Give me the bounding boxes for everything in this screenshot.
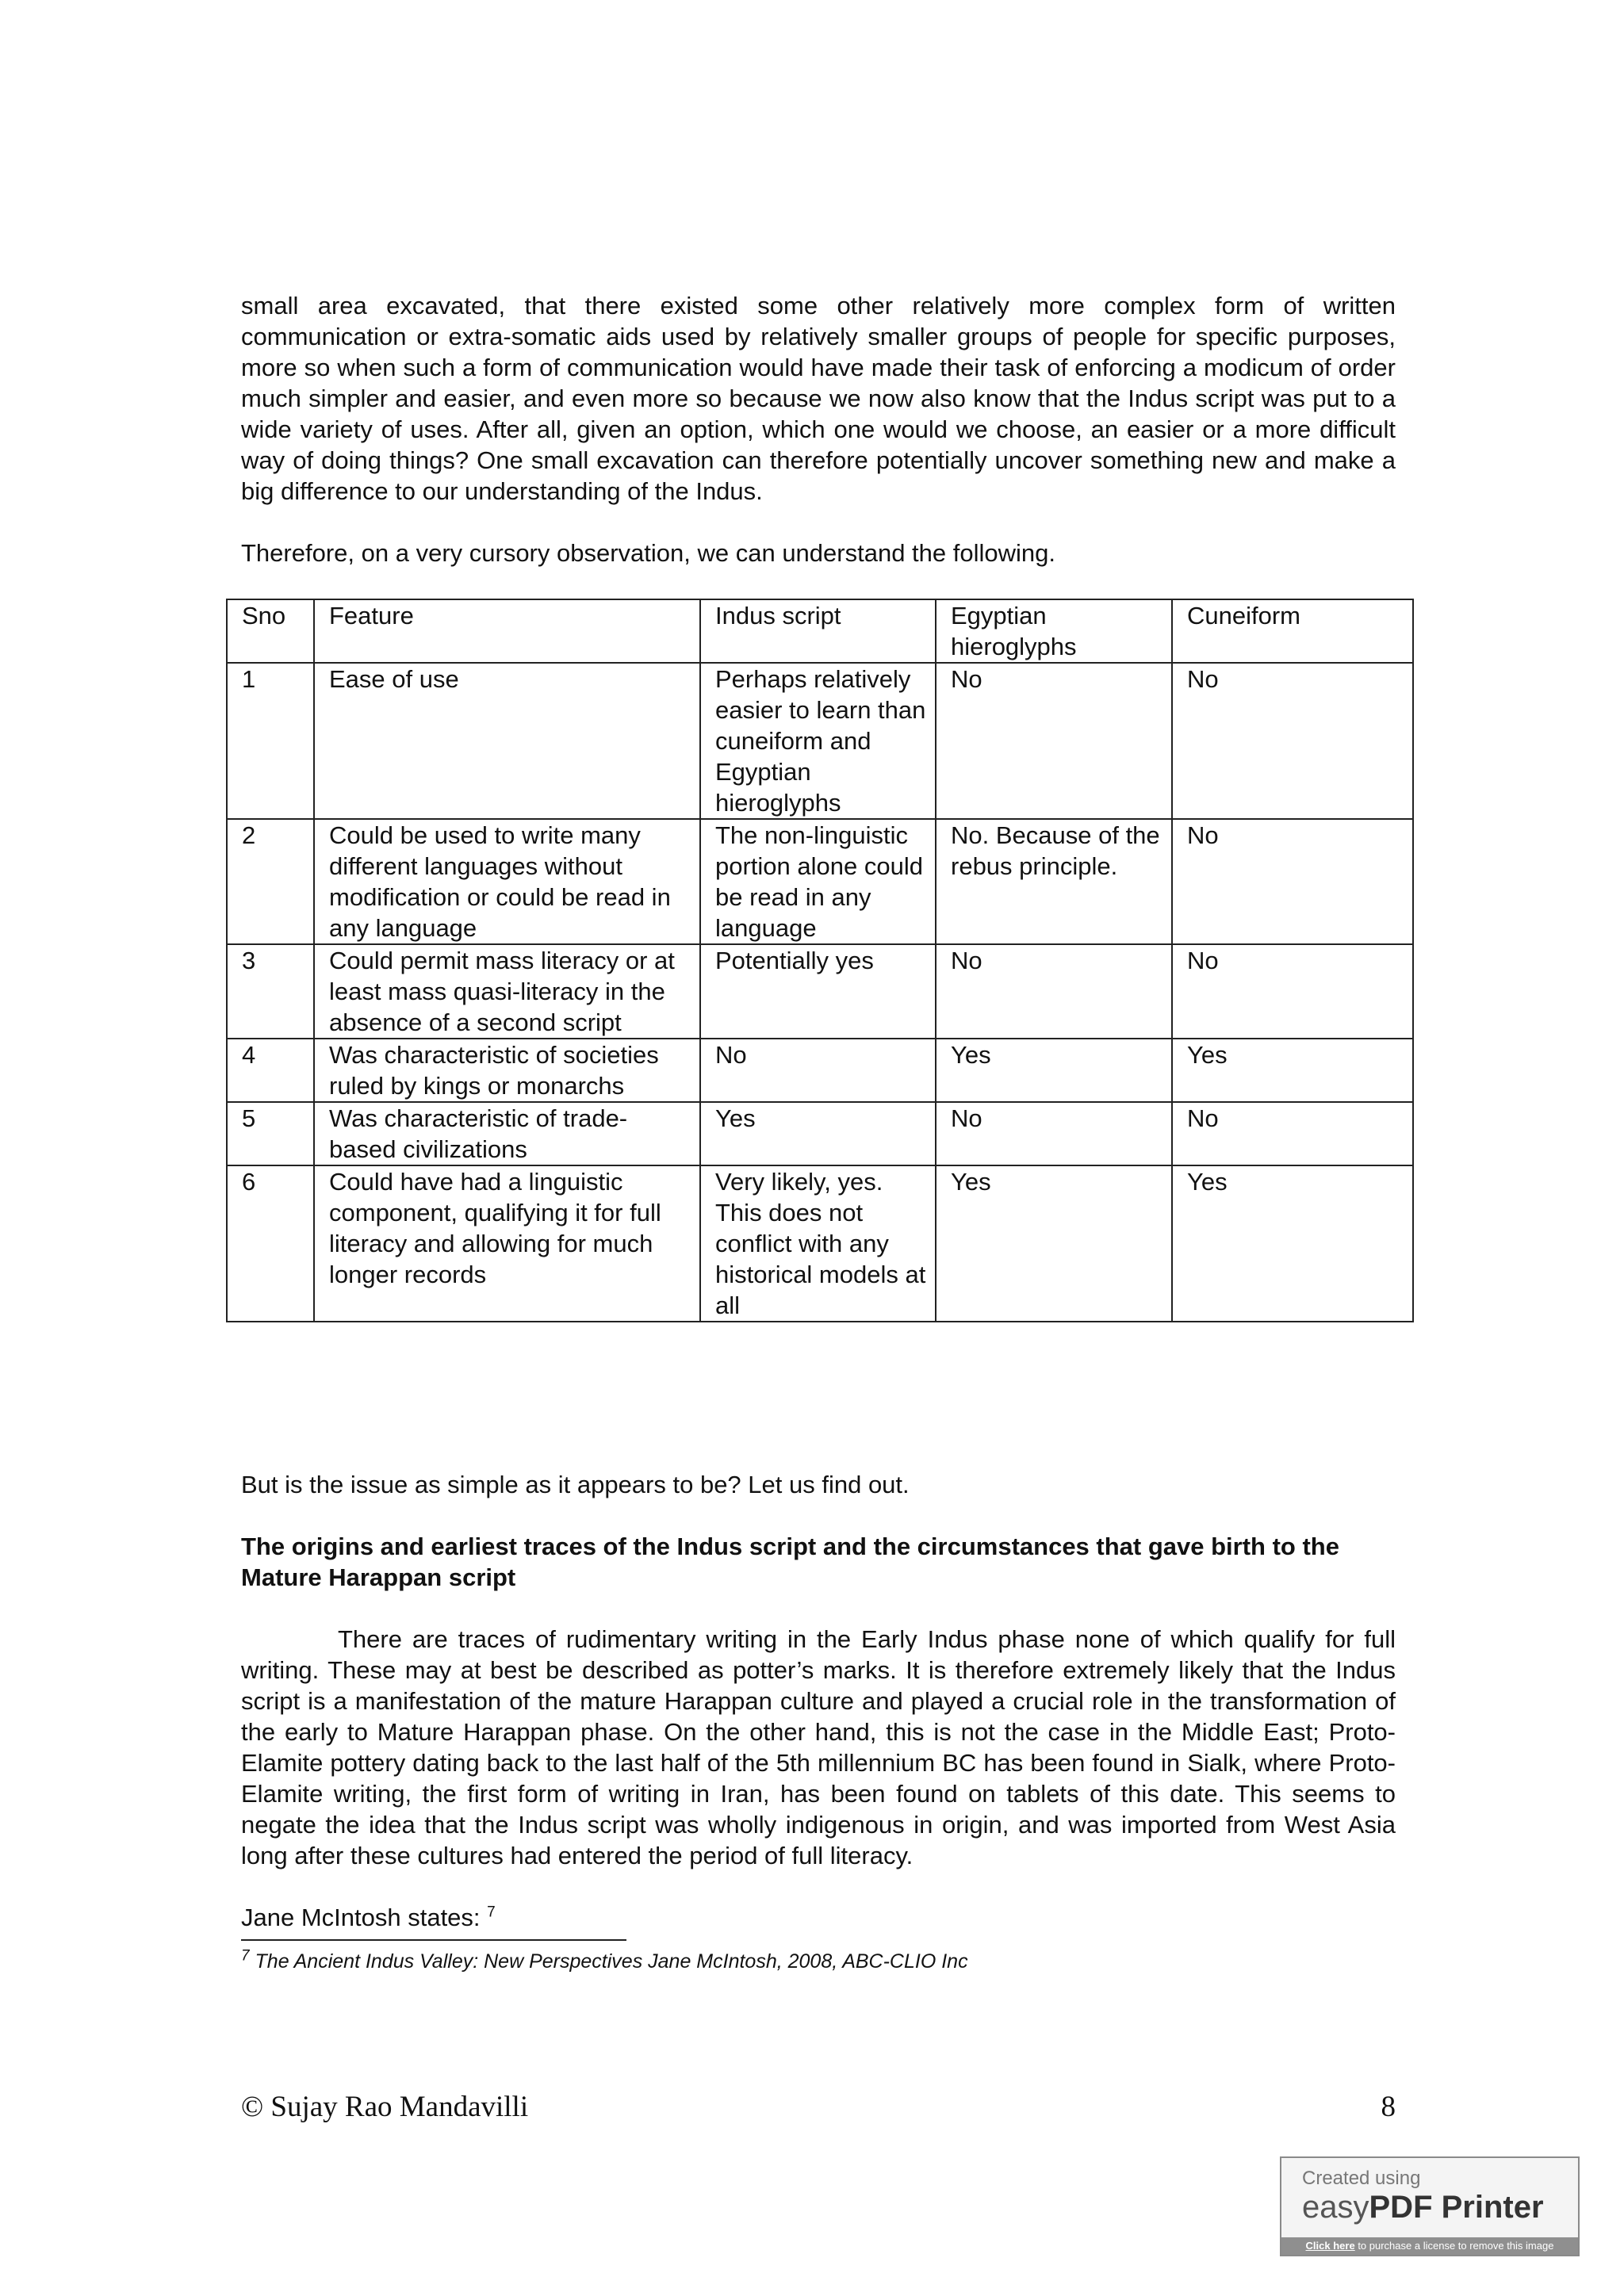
cell-indus: Very likely, yes. This does not conflict with any historical models at all: [700, 1165, 936, 1322]
cell-feature: Was characteristic of trade-based civilizations: [314, 1102, 700, 1165]
intro-paragraph: small area excavated, that there existed some other relatively more complex form of written communication or extra-somatic aids used by relatively smaller groups of people for specific purposes, more so when such a form of communication would have made their task of enforcing a modicum of order much simpler and easier, and even more so because we now also know that the Indus script was put to a wide variety of uses. After all, given an option, which one would we choose, an easier or a more difficult way of doing things? One small excavation can therefore potentially uncover something new and make a big difference to our understanding of the Indus.: [241, 292, 1396, 505]
cell-sno: 1: [227, 663, 314, 819]
cell-cuneiform: Yes: [1172, 1039, 1413, 1102]
cell-egyptian: No: [936, 944, 1172, 1039]
watermark-brand-pdf: PDF Printer: [1369, 2190, 1544, 2225]
cell-egyptian: No: [936, 663, 1172, 819]
copyright: © Sujay Rao Mandavilli: [241, 2091, 529, 2123]
watermark-purchase-text: to purchase a license to remove this image: [1354, 2240, 1554, 2252]
easypdf-watermark[interactable]: [1280, 2156, 1580, 2256]
cell-feature: Could permit mass literacy or at least mass quasi-literacy in the absence of a second script: [314, 944, 700, 1039]
table-row: [227, 944, 1413, 1039]
cell-cuneiform: No: [1172, 663, 1413, 819]
watermark-click-here-link[interactable]: Click here: [1305, 2240, 1355, 2252]
footnote-marker: 7: [241, 1947, 250, 1965]
header-sno: Sno: [227, 599, 314, 663]
table-row: [227, 663, 1413, 819]
watermark-brand-easy: easy: [1302, 2190, 1369, 2225]
body-paragraph: There are traces of rudimentary writing in the Early Indus phase none of which qualify for full writing. These may at best be described as potter’s marks. It is therefore extremely likely that the Indus script is a manifestation of the mature Harappan culture and played a crucial role in the transformation of the early to Mature Harappan phase. On the other hand, this is not the case in the Middle East; Proto-Elamite pottery dating back to the last half of the 5th millennium BC has been found in Sialk, where Proto-Elamite writing, the first form of writing in Iran, has been found on tablets of this date. This seems to negate the idea that the Indus script was wholly indigenous in origin, and was imported from West Asia long after these cultures had entered the period of full literacy.: [241, 1625, 1396, 1869]
cell-egyptian: No: [936, 1102, 1172, 1165]
question-line: But is the issue as simple as it appears to be? Let us find out.: [241, 1471, 910, 1498]
header-egyptian-hieroglyphs: Egyptian hieroglyphs: [936, 599, 1172, 663]
cell-feature: Could be used to write many different languages without modification or could be read in any language: [314, 819, 700, 944]
section-heading: The origins and earliest traces of the Indus script and the circumstances that gave birth to the Mature Harappan script: [241, 1533, 1339, 1591]
cell-indus: Potentially yes: [700, 944, 936, 1039]
watermark-brand-logo: [1302, 2190, 1544, 2225]
cell-feature: Was characteristic of societies ruled by kings or monarchs: [314, 1039, 700, 1102]
header-cuneiform: Cuneiform: [1172, 599, 1413, 663]
after-table-section: [241, 1469, 1396, 1974]
cell-sno: 4: [227, 1039, 314, 1102]
footnote: [241, 1949, 1396, 1974]
quote-intro-line: [241, 1902, 1396, 1933]
page-footer: [241, 2090, 1396, 2125]
cell-feature: Ease of use: [314, 663, 700, 819]
cell-cuneiform: No: [1172, 944, 1413, 1039]
cell-indus: The non-linguistic portion alone could be read in any language: [700, 819, 936, 944]
therefore-line: Therefore, on a very cursory observation, we can understand the following.: [241, 539, 1055, 567]
cell-sno: 6: [227, 1165, 314, 1322]
cell-cuneiform: Yes: [1172, 1165, 1413, 1322]
table-header-row: [227, 599, 1413, 663]
cell-sno: 5: [227, 1102, 314, 1165]
cell-cuneiform: No: [1172, 819, 1413, 944]
table-row: [227, 819, 1413, 944]
cell-egyptian: Yes: [936, 1165, 1172, 1322]
table-row: [227, 1102, 1413, 1165]
cell-sno: 3: [227, 944, 314, 1039]
comparison-table: [226, 599, 1414, 1322]
watermark-created-using: Created using: [1302, 2168, 1421, 2189]
header-feature: Feature: [314, 599, 700, 663]
page-number: 8: [1381, 2091, 1396, 2123]
cell-indus: Perhaps relatively easier to learn than cuneiform and Egyptian hieroglyphs: [700, 663, 936, 819]
cell-egyptian: No. Because of the rebus principle.: [936, 819, 1172, 944]
watermark-purchase-bar[interactable]: [1281, 2237, 1578, 2255]
quote-intro: Jane McIntosh states:: [241, 1904, 481, 1931]
cell-cuneiform: No: [1172, 1102, 1413, 1165]
table-row: [227, 1165, 1413, 1322]
cell-indus: Yes: [700, 1102, 936, 1165]
cell-indus: No: [700, 1039, 936, 1102]
footnote-ref[interactable]: 7: [487, 1904, 496, 1921]
table-row: [227, 1039, 1413, 1102]
cell-egyptian: Yes: [936, 1039, 1172, 1102]
footnote-divider: [241, 1939, 626, 1941]
cell-feature: Could have had a linguistic component, qualifying it for full literacy and allowing for much longer records: [314, 1165, 700, 1322]
intro-section: [241, 290, 1396, 568]
header-indus-script: Indus script: [700, 599, 936, 663]
cell-sno: 2: [227, 819, 314, 944]
footnote-text: The Ancient Indus Valley: New Perspectives Jane McIntosh, 2008, ABC-CLIO Inc: [255, 1950, 968, 1973]
